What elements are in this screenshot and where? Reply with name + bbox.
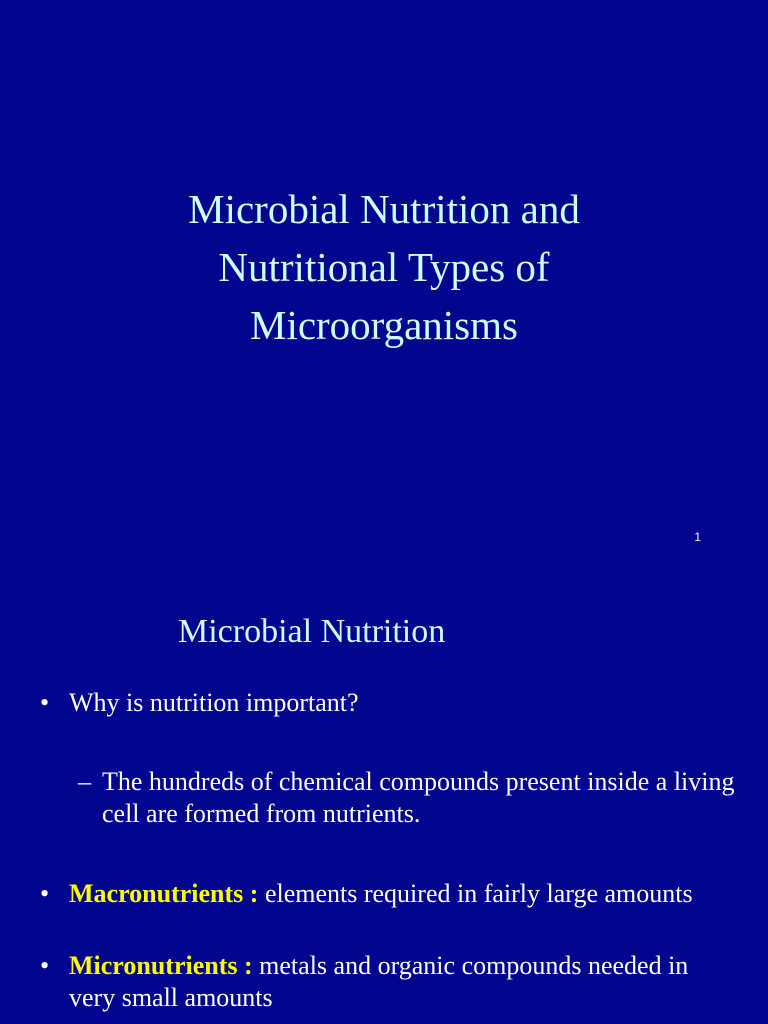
bullet-marker: • (40, 688, 50, 717)
slide-1-title-line-3: Microorganisms (249, 302, 518, 348)
bullet-text: Why is nutrition important? (69, 688, 359, 717)
slide-number: 1 (694, 530, 701, 544)
bullet-marker: • (40, 951, 50, 980)
bullet-item (40, 878, 740, 910)
definition-text: metals and organic compounds needed in very small amounts (69, 951, 689, 1012)
term-separator: : (237, 951, 260, 980)
sub-bullet-marker: – (78, 767, 91, 796)
bullet-item (40, 687, 740, 719)
slide-2 (0, 576, 768, 1024)
sub-bullet-item (78, 766, 748, 830)
slide-1-title-line-2: Nutritional Types of (218, 244, 550, 290)
bullet-text (69, 950, 740, 1014)
slide-1-title (60, 180, 708, 354)
term-macronutrients: Macronutrients (69, 879, 244, 908)
bullet-marker: • (40, 879, 50, 908)
term-micronutrients: Micronutrients (69, 951, 238, 980)
bullet-item (40, 950, 740, 1014)
definition-text: elements required in fairly large amounts (264, 879, 693, 908)
slide-2-title: Microbial Nutrition (178, 613, 446, 650)
sub-bullet-text: The hundreds of chemical compounds present inside a living cell are formed from nutrients. (102, 767, 735, 828)
term-separator: : (243, 879, 265, 908)
bullet-text (69, 878, 740, 910)
slide-1-title-line-1: Microbial Nutrition and (188, 186, 580, 232)
